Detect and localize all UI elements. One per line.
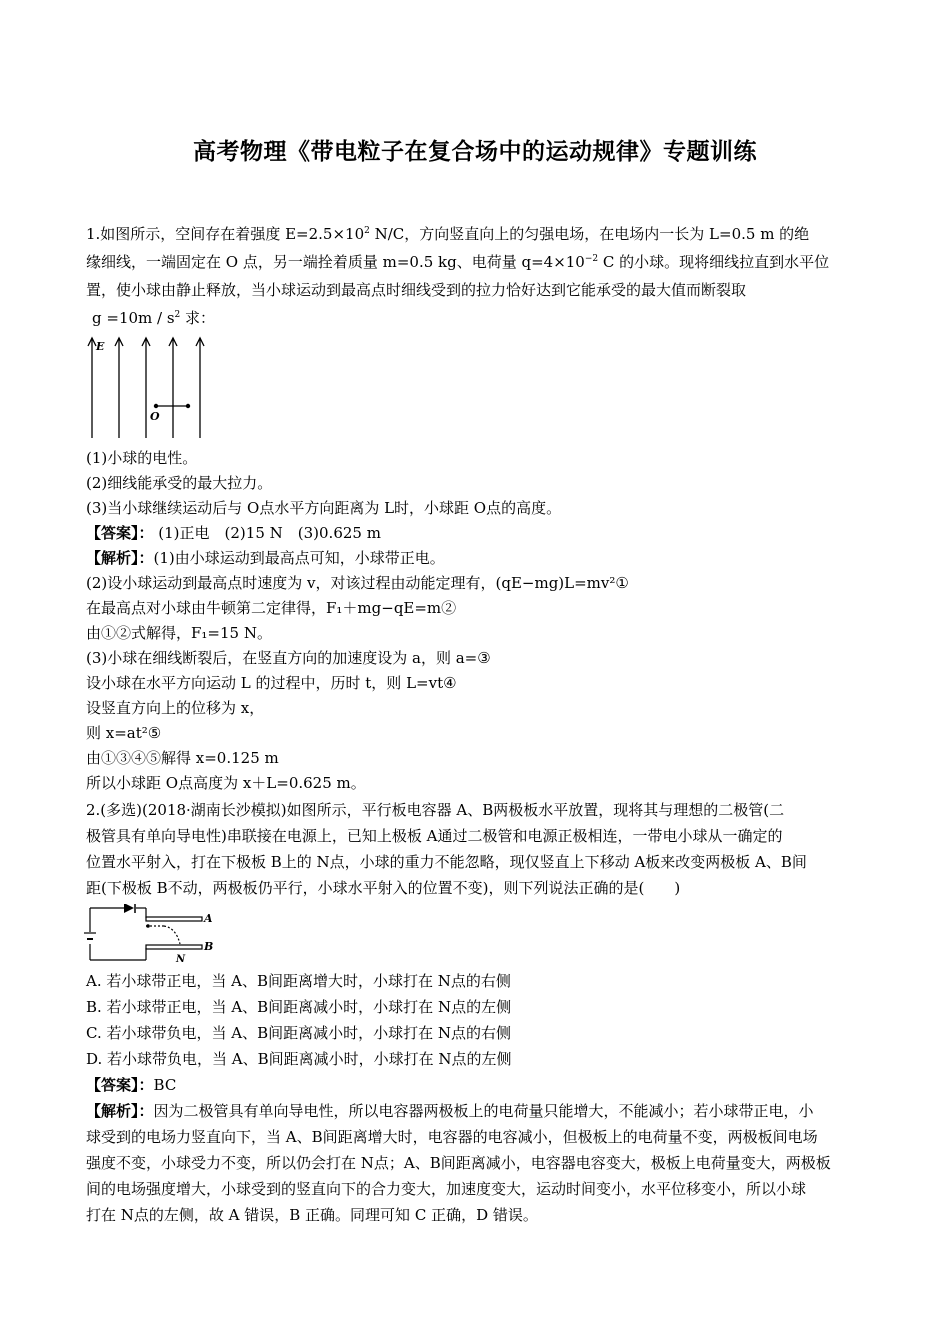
q1-analysis-line-2: (2)设小球运动到最高点时速度为 v，对该过程由动能定理有，(qE−mg)L=mv²① — [86, 574, 629, 592]
q1-line-4-exponent: 2 — [174, 310, 181, 320]
q1-analysis-line-1 — [86, 548, 445, 568]
answer-label: 【答案】： — [86, 524, 154, 542]
q1-analysis-line-8: 则 x=at²⑤ — [86, 724, 162, 742]
q1-analysis-line-4: 由①②式解得，F₁=15 N。 — [86, 624, 272, 642]
q2-option-a: A. 若小球带正电，当 A、B间距离增大时，小球打在 N点的右侧 — [86, 972, 511, 990]
electric-field-figure — [84, 334, 214, 442]
plate-label-a: A — [204, 912, 213, 925]
plate-label-b: B — [204, 940, 214, 953]
q1-item-2: (2)细线能承受的最大拉力。 — [86, 474, 273, 492]
field-label-e: E — [96, 340, 105, 353]
q1-analysis-line-5: (3)小球在细线断裂后，在竖直方向的加速度设为 a，则 a=③ — [86, 649, 491, 667]
q1-line-3: 置，使小球由静止释放，当小球运动到最高点时细线受到的拉力恰好达到它能承受的最大值而断裂取 — [86, 281, 747, 299]
q1-answer — [86, 523, 381, 543]
q2-line-4: 距(下极板 B不动，两极板仍平行，小球水平射入的位置不变)，则下列说法正确的是( ) — [86, 879, 681, 897]
q2-option-c: C. 若小球带负电，当 A、B间距离减小时，小球打在 N点的右侧 — [86, 1024, 511, 1042]
answer-label: 【答案】： — [86, 1076, 154, 1094]
analysis-text: 因为二极管具有单向导电性，所以电容器两极板上的电荷量只能增大，不能减小；若小球带正电，小 — [153, 1102, 814, 1120]
q1-analysis-line-6: 设小球在水平方向运动 L 的过程中，历时 t，则 L=vt④ — [86, 674, 457, 692]
q1-line-4-text: g =10m / s — [92, 309, 175, 327]
answer-text: (1)正电 (2)15 N (3)0.625 m — [153, 524, 381, 542]
q2-option-d: D. 若小球带负电，当 A、B间距离减小时，小球打在 N点的左侧 — [86, 1050, 512, 1068]
point-label-n: N — [176, 954, 186, 964]
q1-line-2-text: 缘细线，一端固定在 O 点，另一端拴着质量 m=0.5 kg、电荷量 q=4×10 — [86, 253, 585, 271]
q1-analysis-line-7: 设竖直方向上的位移为 x， — [86, 699, 265, 717]
q1-line-1-tail: N/C，方向竖直向上的匀强电场，在电场内一长为 L=0.5 m 的绝 — [369, 225, 810, 243]
q2-analysis-line-1 — [86, 1101, 814, 1121]
q1-line-4 — [92, 308, 215, 328]
point-label-o: O — [150, 410, 160, 423]
page-title: 高考物理《带电粒子在复合场中的运动规律》专题训练 — [193, 139, 757, 165]
q2-analysis-line-4: 间的电场强度增大，小球受到的竖直向下的合力变大，加速度变大，运动时间变小，水平位移变小，所以小球 — [86, 1180, 807, 1198]
answer-text: BC — [153, 1076, 177, 1094]
q1-line-2 — [86, 252, 829, 272]
q1-line-1-text: 1.如图所示，空间存在着强度 E=2.5×10 — [86, 225, 365, 243]
q2-answer — [86, 1075, 176, 1095]
q2-line-1: 2.(多选)(2018·湖南长沙模拟)如图所示，平行板电容器 A、B两极板水平放置，现将其与理想的二极管(二 — [86, 801, 785, 819]
q1-line-2-tail: C 的小球。现将细线拉直到水平位 — [598, 253, 830, 271]
q1-line-2-exponent: −2 — [584, 254, 599, 264]
analysis-label: 【解析】： — [86, 1102, 154, 1120]
q2-line-3: 位置水平射入，打在下极板 B上的 N点，小球的重力不能忽略，现仅竖直上下移动 A板来改变两极板 A、B间 — [86, 853, 807, 871]
q1-analysis-line-10: 所以小球距 O点高度为 x＋L=0.625 m。 — [86, 774, 366, 792]
q2-analysis-line-2: 球受到的电场力竖直向下，当 A、B间距离增大时，电容器的电容减小，但极板上的电荷量不变，两极板间电场 — [86, 1128, 818, 1146]
q2-line-2: 极管具有单向导电性)串联接在电源上，已知上极板 A通过二极管和电源正极相连，一带电小球从一确定的 — [86, 827, 783, 845]
q1-item-3: (3)当小球继续运动后与 O点水平方向距离为 L时，小球距 O点的高度。 — [86, 499, 562, 517]
capacitor-circuit-figure — [84, 904, 224, 964]
analysis-text: (1)由小球运动到最高点可知，小球带正电。 — [153, 549, 445, 567]
q1-line-1-exponent: 2 — [364, 226, 370, 236]
q2-analysis-line-5: 打在 N点的左侧，故 A 错误，B 正确。同理可知 C 正确，D 错误。 — [86, 1206, 538, 1224]
q1-analysis-line-3: 在最高点对小球由牛顿第二定律得，F₁＋mg−qE=m② — [86, 599, 457, 617]
q2-analysis-line-3: 强度不变，小球受力不变，所以仍会打在 N点；A、B间距离减小，电容器电容变大，极板上电荷量变大，两极板 — [86, 1154, 831, 1172]
analysis-label: 【解析】： — [86, 549, 154, 567]
q1-line-1 — [86, 224, 809, 244]
q2-option-b: B. 若小球带正电，当 A、B间距离减小时，小球打在 N点的左侧 — [86, 998, 512, 1016]
q1-item-1: (1)小球的电性。 — [86, 449, 198, 467]
q1-analysis-line-9: 由①③④⑤解得 x=0.125 m — [86, 749, 279, 767]
q1-line-4-tail: 求： — [180, 309, 216, 327]
